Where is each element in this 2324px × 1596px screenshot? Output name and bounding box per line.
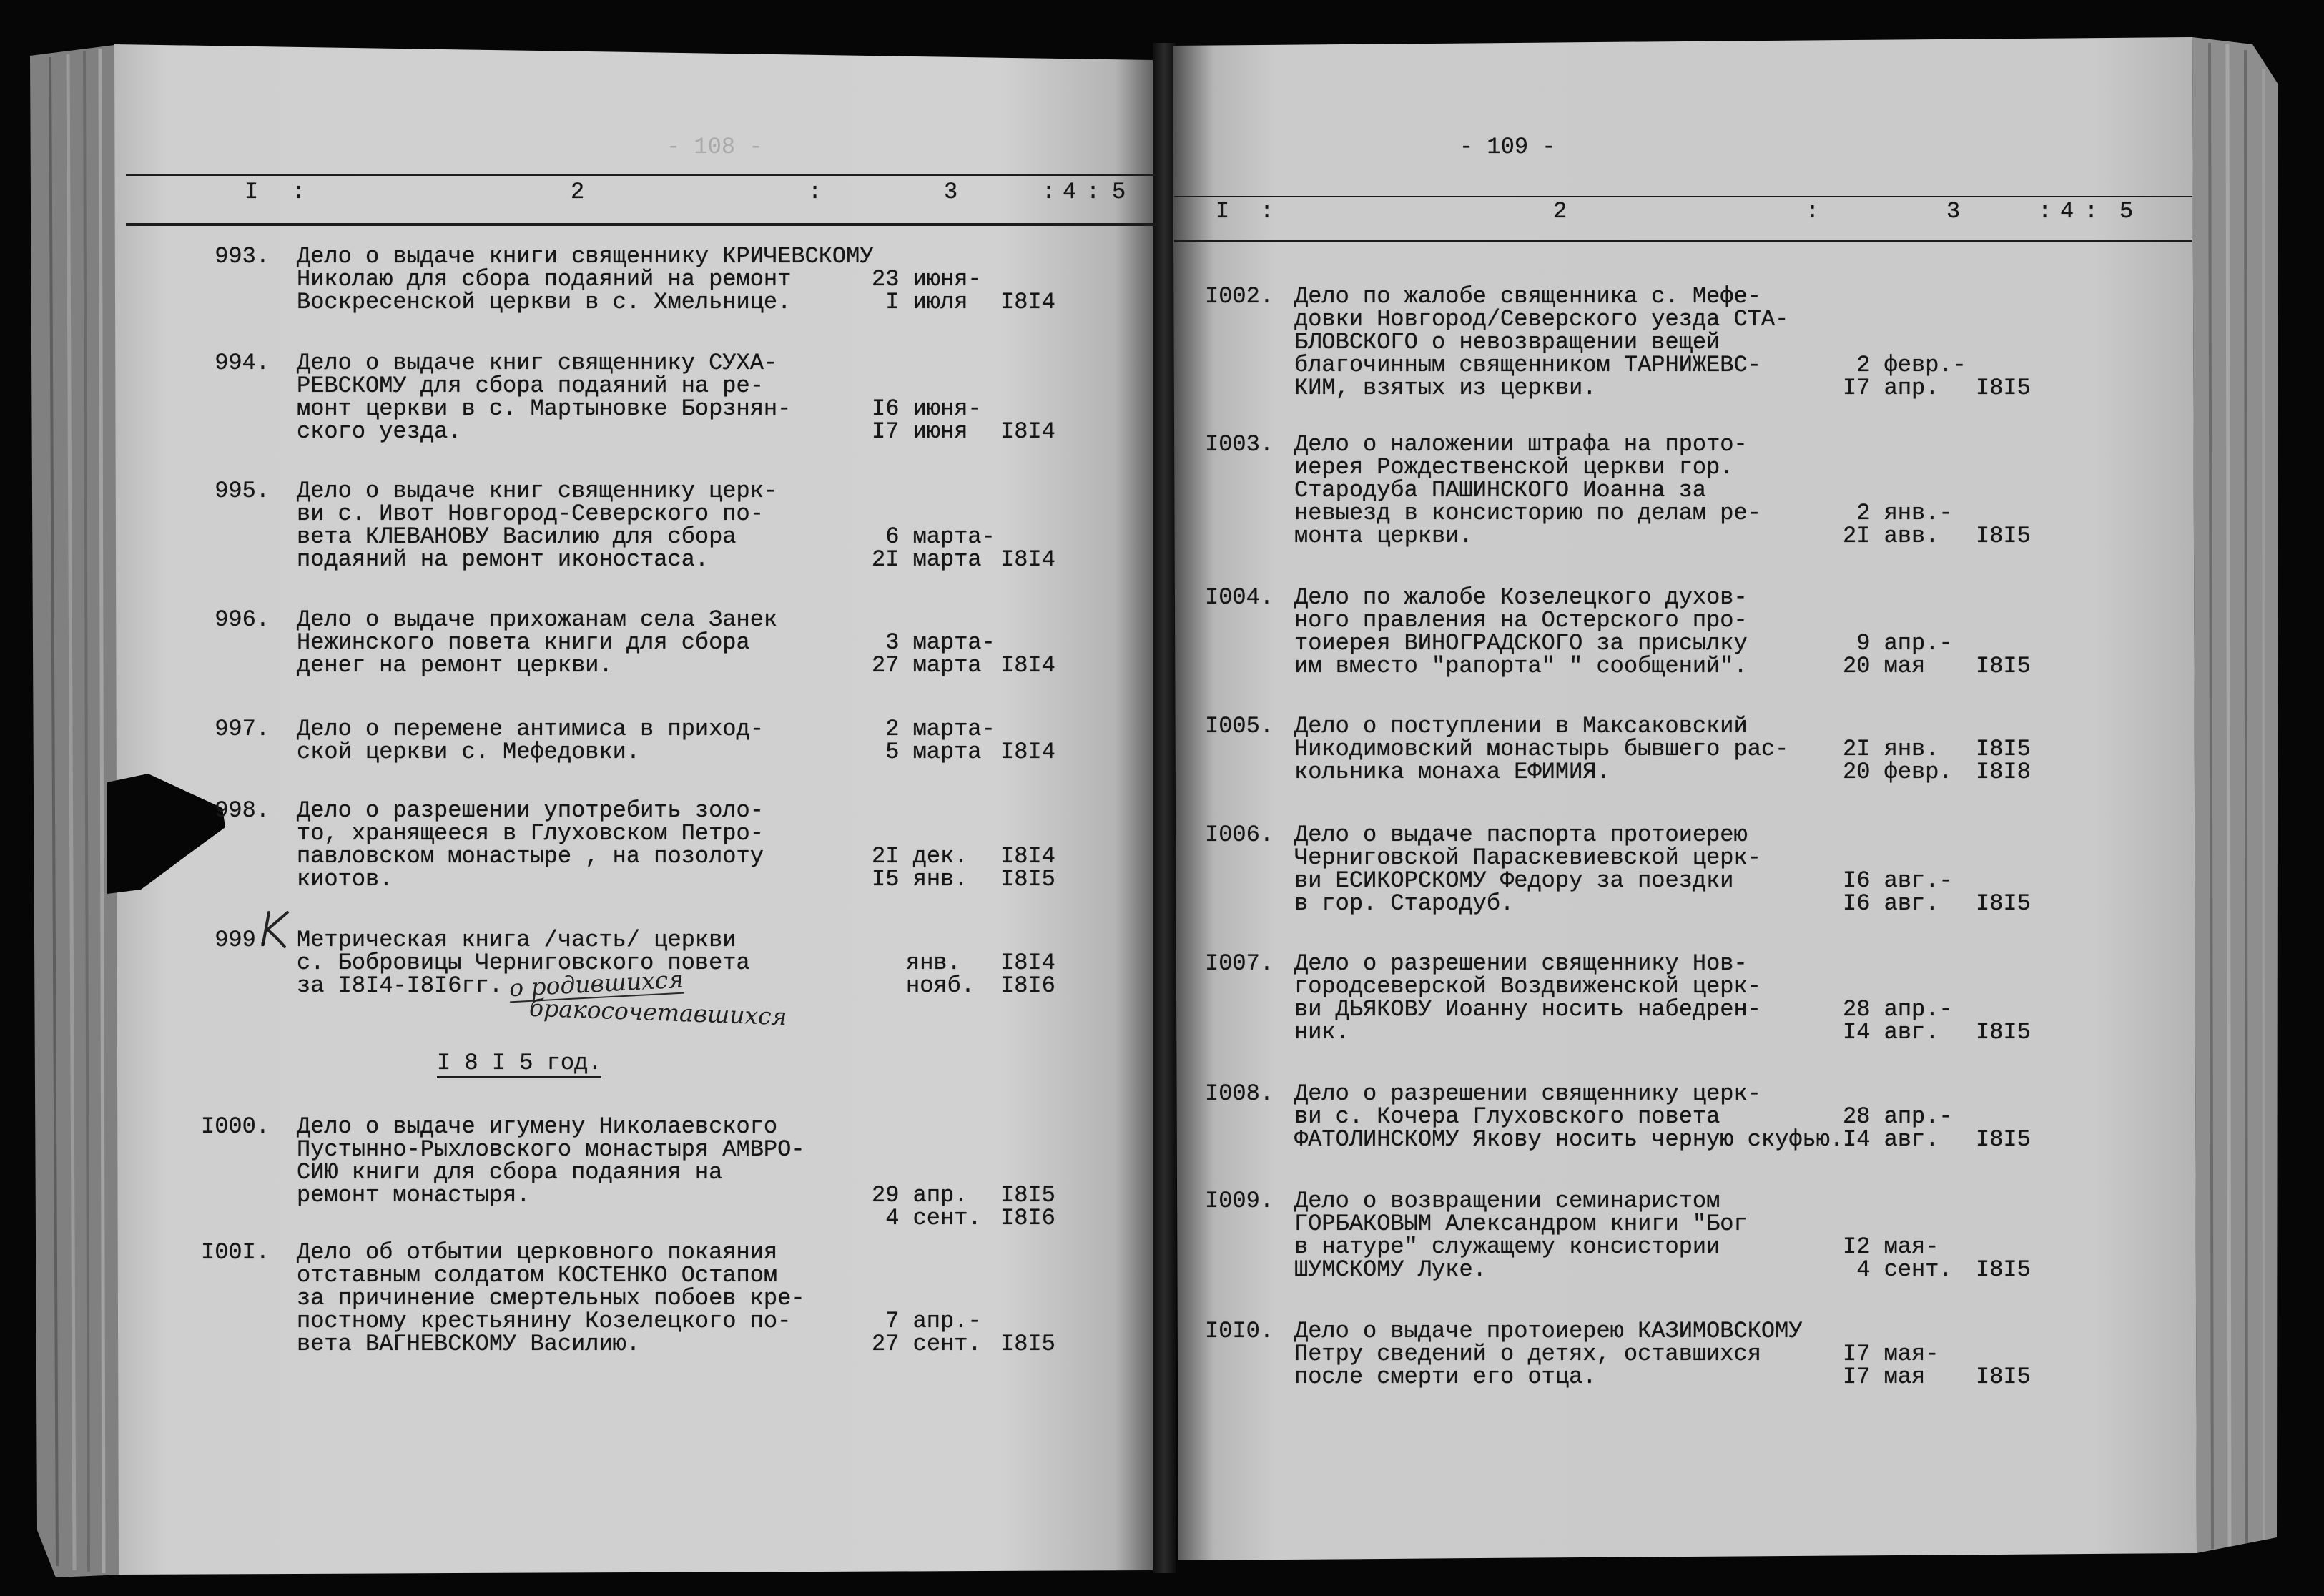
entry-date: I5 янв. bbox=[872, 866, 968, 892]
entry-date: I2 мая- bbox=[1843, 1233, 1939, 1260]
entry-date: 7 апр.- bbox=[885, 1308, 982, 1334]
entry-date: 2I янв. bbox=[1843, 736, 1939, 762]
entry-text-line: БЛОВСКОГО о невозвращении вещей bbox=[1294, 329, 1720, 355]
entry-date: 2I марта bbox=[872, 546, 982, 573]
entry-date: 4 сент. bbox=[1856, 1256, 1953, 1283]
entry-number: I006. bbox=[1204, 822, 1274, 848]
entry-number: I005. bbox=[1204, 713, 1274, 739]
entry-text-line: благочинным священником ТАРНИЖЕВС- bbox=[1294, 352, 1761, 378]
entry-text-line: ФАТОЛИНСКОМУ Якову носить черную скуфью. bbox=[1294, 1126, 1844, 1153]
entry-year: I8I4 bbox=[1000, 950, 1055, 976]
entry-year: I8I5 bbox=[1976, 1019, 2031, 1045]
entry-number: 999. bbox=[215, 927, 270, 953]
entry-number: I008. bbox=[1204, 1080, 1274, 1107]
entry-date: 20 мая bbox=[1843, 653, 1926, 679]
entry-year: I8I5 bbox=[1976, 1126, 2031, 1153]
entry-text-line: Петру сведений о детях, оставшихся bbox=[1294, 1341, 1761, 1367]
entry-year: I8I5 bbox=[1976, 375, 2031, 401]
entry-date: 3 марта- bbox=[885, 629, 995, 656]
entry-year: I8I4 bbox=[1000, 418, 1055, 445]
entry-year: I8I5 bbox=[1000, 1182, 1055, 1208]
entry-text-line: ШУМСКОМУ Луке. bbox=[1294, 1256, 1487, 1283]
column-header-6: 4 bbox=[1063, 179, 1077, 205]
handwritten-note-line-2: бракосочетавшихся bbox=[528, 993, 788, 1031]
entry-text-line: ГОРБАКОВЫМ Александром книги "Бог bbox=[1294, 1211, 1748, 1237]
entry-text-line: ского уезда. bbox=[297, 418, 462, 445]
entry-date: I июля bbox=[885, 289, 968, 315]
entry-date: I4 авг. bbox=[1843, 1019, 1939, 1045]
entry-number: I000. bbox=[200, 1113, 270, 1140]
entry-number: I0I0. bbox=[1204, 1318, 1274, 1344]
entry-text-line: Дело о выдаче протоиерею КАЗИМОВСКОМУ bbox=[1294, 1318, 1803, 1344]
entry-date: 2I дек. bbox=[872, 843, 968, 870]
entry-text-line: Никодимовский монастырь бывшего рас- bbox=[1294, 736, 1789, 762]
column-header-1: : bbox=[1260, 198, 1274, 225]
entry-date: I6 авг.- bbox=[1843, 867, 1953, 894]
entry-text-line: тоиерея ВИНОГРАДСКОГО за присылку bbox=[1294, 630, 1748, 656]
entry-date: I7 июня bbox=[872, 418, 968, 445]
entry-text-line: то, хранящееся в Глуховском Петро- bbox=[297, 820, 764, 847]
entry-year: I8I4 bbox=[1000, 739, 1055, 765]
left-header-top-rule bbox=[126, 174, 1156, 176]
entry-year: I8I4 bbox=[1000, 652, 1055, 679]
entry-date: 2 янв.- bbox=[1856, 500, 1953, 526]
column-header-8: 5 bbox=[2119, 198, 2134, 225]
entry-text-line: Пустынно-Рыхловского монастыря АМВРО- bbox=[297, 1136, 805, 1163]
column-header-5: : bbox=[1042, 179, 1056, 205]
entry-text-line: за причинение смертельных побоев кре- bbox=[297, 1285, 805, 1311]
entry-text-line: Дело о разрешении употребить золо- bbox=[297, 797, 764, 824]
entry-number: I003. bbox=[1204, 431, 1274, 458]
entry-year: I8I6 bbox=[1000, 972, 1055, 999]
entry-number: 995. bbox=[215, 478, 270, 504]
entry-year: I8I6 bbox=[1000, 1205, 1055, 1231]
entry-text-line: ви ДЬЯКОВУ Иоанну носить набедрен- bbox=[1294, 996, 1761, 1023]
entry-year: I8I5 bbox=[1000, 1331, 1055, 1357]
entry-text-line: в гор. Стародуб. bbox=[1294, 890, 1515, 917]
entry-text-line: ремонт монастыря. bbox=[297, 1182, 531, 1208]
entry-text-line: Дело о выдаче паспорта протоиерею bbox=[1294, 822, 1748, 848]
entry-number: I002. bbox=[1204, 283, 1274, 310]
entry-date: 5 марта bbox=[885, 739, 982, 765]
entry-date: 2 марта- bbox=[885, 716, 995, 742]
entry-text-line: Дело о выдаче книги священнику КРИЧЕВСКОМУ bbox=[297, 243, 874, 270]
entry-text-line: невыезд в консисторию по делам ре- bbox=[1294, 500, 1761, 526]
entry-date: 28 апр.- bbox=[1843, 996, 1953, 1023]
column-header-7: : bbox=[1086, 179, 1101, 205]
entry-date: 4 сент. bbox=[885, 1205, 982, 1231]
column-header-1: : bbox=[292, 179, 306, 205]
entry-text-line: ской церкви с. Мефедовки. bbox=[297, 739, 641, 765]
entry-text-line: за I8I4-I8I6гг. bbox=[297, 972, 503, 999]
entry-text-line: Дело по жалобе священника с. Мефе- bbox=[1294, 283, 1761, 310]
column-header-6: 4 bbox=[2060, 198, 2074, 225]
entry-text-line: с. Бобровицы Черниговского повета bbox=[297, 950, 750, 976]
left-header-bottom-rule bbox=[126, 223, 1156, 226]
entry-date: I7 мая- bbox=[1843, 1341, 1939, 1367]
entry-text-line: Дело о возвращении семинаристом bbox=[1294, 1188, 1720, 1214]
entry-text-line: Николаю для сбора подаяний на ремонт bbox=[297, 266, 792, 292]
entry-date: I6 авг. bbox=[1843, 890, 1939, 917]
column-header-4: 3 bbox=[1946, 198, 1961, 225]
right-header-bottom-rule bbox=[1174, 240, 2192, 242]
entry-year: I8I5 bbox=[1976, 1256, 2031, 1283]
entry-date: янв. bbox=[906, 950, 961, 976]
entry-number: 993. bbox=[215, 243, 270, 270]
handwritten-note-line-1: о родившихся bbox=[508, 965, 684, 1003]
column-header-0: I bbox=[1216, 198, 1230, 225]
entry-text-line: РЕВСКОМУ для сбора подаяний на ре- bbox=[297, 373, 764, 399]
entry-text-line: после смерти его отца. bbox=[1294, 1364, 1597, 1390]
entry-year: I8I5 bbox=[1976, 653, 2031, 679]
entry-date: I7 апр. bbox=[1843, 375, 1939, 401]
entry-date: 9 апр.- bbox=[1856, 630, 1953, 656]
column-header-2: 2 bbox=[1553, 198, 1567, 225]
entry-date: 28 апр.- bbox=[1843, 1103, 1953, 1130]
entry-text-line: СИЮ книги для сбора подаяния на bbox=[297, 1159, 723, 1186]
entry-number: 998. bbox=[215, 797, 270, 824]
entry-text-line: павловском монастыре , на позолоту bbox=[297, 843, 764, 870]
entry-number: 997. bbox=[215, 716, 270, 742]
year-heading: I 8 I 5 год. bbox=[437, 1052, 601, 1078]
entry-text-line: Дело по жалобе Козелецкого духов- bbox=[1294, 584, 1748, 611]
entry-text-line: Метрическая книга /часть/ церкви bbox=[297, 927, 737, 953]
entry-year: I8I4 bbox=[1000, 546, 1055, 573]
entry-text-line: ного правления на Остерского про- bbox=[1294, 607, 1748, 634]
entry-text-line: Дело о выдаче книг священнику СУХА- bbox=[297, 350, 778, 376]
entry-text-line: отставным солдатом КОСТЕНКО Остапом bbox=[297, 1262, 778, 1289]
entry-date: 27 марта bbox=[872, 652, 982, 679]
entry-text-line: в натуре" служащему консистории bbox=[1294, 1233, 1720, 1260]
right-page-number: - 109 - bbox=[1459, 134, 1556, 160]
entry-year: I8I4 bbox=[1000, 289, 1055, 315]
entry-text-line: ви с. Кочера Глуховского повета bbox=[1294, 1103, 1720, 1130]
entry-text-line: киотов. bbox=[297, 866, 393, 892]
entry-date: 29 апр. bbox=[872, 1182, 968, 1208]
entry-date: 2I авв. bbox=[1843, 523, 1939, 549]
entry-text-line: иерея Рождественской церкви гор. bbox=[1294, 454, 1734, 481]
entry-text-line: Дело о перемене антимиса в приход- bbox=[297, 716, 764, 742]
entry-year: I8I5 bbox=[1976, 523, 2031, 549]
column-header-5: : bbox=[2038, 198, 2052, 225]
entry-date: 2 февр.- bbox=[1856, 352, 1966, 378]
entry-date: нояб. bbox=[906, 972, 975, 999]
entry-date: 6 марта- bbox=[885, 523, 995, 550]
entry-text-line: монта церкви. bbox=[1294, 523, 1473, 549]
entry-text-line: Дело о наложении штрафа на прото- bbox=[1294, 431, 1748, 458]
entry-text-line: Дело о разрешении священнику Нов- bbox=[1294, 950, 1748, 977]
entry-text-line: Дело о выдаче игумену Николаевского bbox=[297, 1113, 778, 1140]
entry-date: I7 мая bbox=[1843, 1364, 1926, 1390]
entry-text-line: Дело о выдаче прихожанам села Занек bbox=[297, 606, 778, 633]
entry-number: 996. bbox=[215, 606, 270, 633]
entry-text-line: Дело о поступлении в Максаковский bbox=[1294, 713, 1748, 739]
entry-text-line: Дело о выдаче книг священнику церк- bbox=[297, 478, 778, 504]
entry-date: I4 авг. bbox=[1843, 1126, 1939, 1153]
entry-number: I004. bbox=[1204, 584, 1274, 611]
entry-date: 23 июня- bbox=[872, 266, 982, 292]
column-header-8: 5 bbox=[1112, 179, 1126, 205]
entry-date: 20 февр. bbox=[1843, 759, 1953, 785]
column-header-3: : bbox=[1806, 198, 1820, 225]
entry-text-line: Черниговской Параскевиевской церк- bbox=[1294, 844, 1761, 871]
column-header-7: : bbox=[2084, 198, 2099, 225]
entry-text-line: денег на ремонт церкви. bbox=[297, 652, 613, 679]
entry-text-line: подаяний на ремонт иконостаса. bbox=[297, 546, 709, 573]
entry-year: I8I5 bbox=[1976, 1364, 2031, 1390]
entry-year: I8I5 bbox=[1000, 866, 1055, 892]
column-header-0: I bbox=[245, 179, 259, 205]
entry-text-line: постному крестьянину Козелецкого по- bbox=[297, 1308, 792, 1334]
entry-text-line: вета ВАГНЕВСКОМУ Василию. bbox=[297, 1331, 641, 1357]
entry-text-line: ви ЕСИКОРСКОМУ Федору за поездки bbox=[1294, 867, 1734, 894]
entry-text-line: кольника монаха ЕФИМИЯ. bbox=[1294, 759, 1610, 785]
entry-text-line: монт церкви в с. Мартыновке Борзнян- bbox=[297, 395, 792, 422]
entry-year: I8I5 bbox=[1976, 736, 2031, 762]
entry-text-line: довки Новгород/Северского уезда СТА- bbox=[1294, 306, 1789, 332]
entry-year: I8I4 bbox=[1000, 843, 1055, 870]
entry-date: I6 июня- bbox=[872, 395, 982, 422]
entry-year: I8I5 bbox=[1976, 890, 2031, 917]
entry-text-line: им вместо "рапорта" " сообщений". bbox=[1294, 653, 1748, 679]
entry-text-line: ник. bbox=[1294, 1019, 1349, 1045]
entry-text-line: Дело о разрешении священнику церк- bbox=[1294, 1080, 1761, 1107]
entry-text-line: ви с. Ивот Новгород-Северского по- bbox=[297, 501, 764, 527]
entry-text-line: Дело об отбытии церковного покаяния bbox=[297, 1239, 778, 1266]
entry-number: 994. bbox=[215, 350, 270, 376]
column-header-3: : bbox=[808, 179, 822, 205]
entry-text-line: Нежинского повета книги для сбора bbox=[297, 629, 750, 656]
entry-text-line: КИМ, взятых из церкви. bbox=[1294, 375, 1597, 401]
column-header-2: 2 bbox=[571, 179, 585, 205]
entry-year: I8I8 bbox=[1976, 759, 2031, 785]
right-header-top-rule bbox=[1174, 196, 2192, 197]
entry-number: I009. bbox=[1204, 1188, 1274, 1214]
column-header-4: 3 bbox=[944, 179, 958, 205]
entry-number: I007. bbox=[1204, 950, 1274, 977]
entry-date: 27 сент. bbox=[872, 1331, 982, 1357]
entry-text-line: Стародуба ПАШИНСКОГО Иоанна за bbox=[1294, 477, 1707, 503]
entry-number: I00I. bbox=[200, 1239, 270, 1266]
entry-text-line: Воскресенской церкви в с. Хмельнице. bbox=[297, 289, 792, 315]
left-page-number: - 108 - bbox=[666, 134, 763, 160]
entry-text-line: городсеверской Воздвиженской церк- bbox=[1294, 973, 1761, 1000]
entry-text-line: вета КЛЕВАНОВУ Василию для сбора bbox=[297, 523, 737, 550]
